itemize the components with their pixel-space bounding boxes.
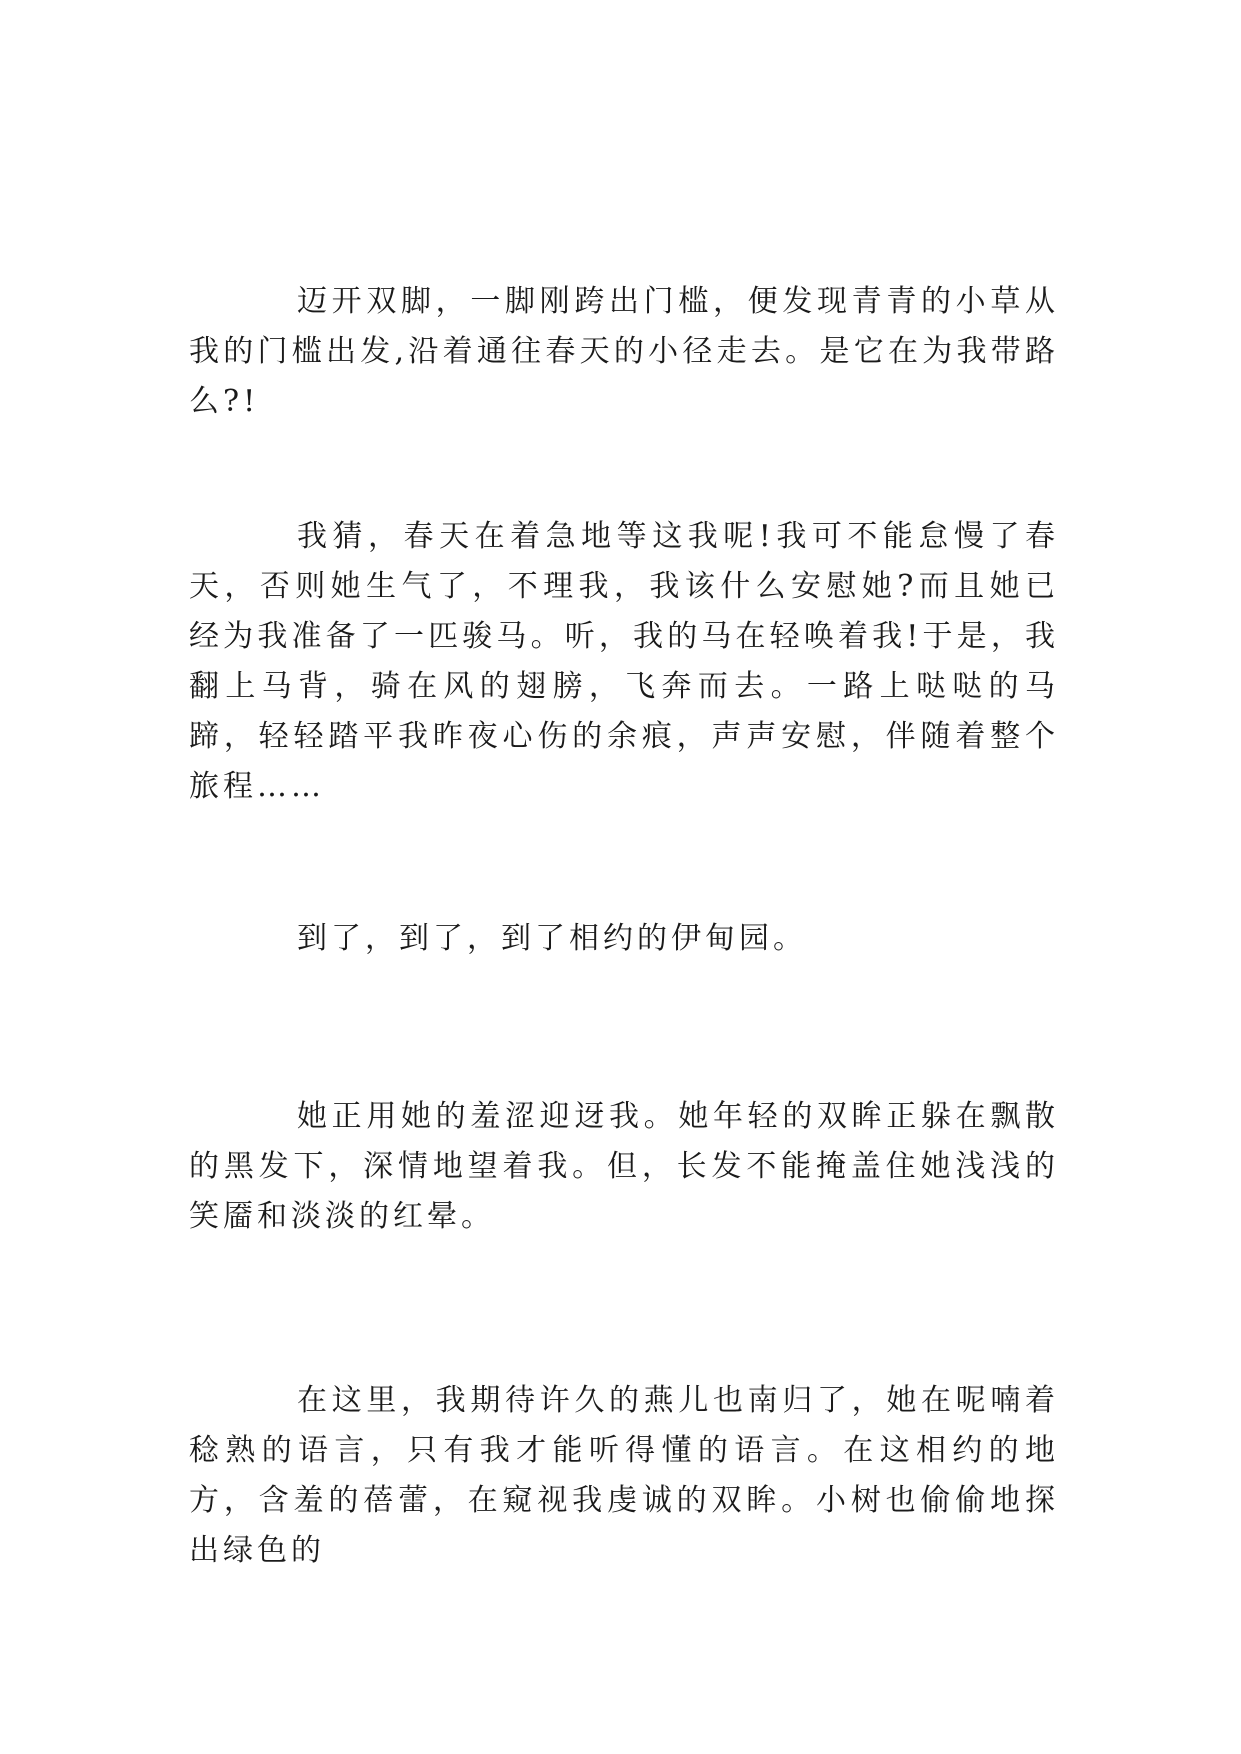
paragraph-5: 在这里，我期待许久的燕儿也南归了，她在呢喃着稔熟的语言，只有我才能听得懂的语言。在这相约的地方，含羞的蓓蕾，在窥视我虔诚的双眸。小树也偷偷地探出绿色的 [189,1383,1059,1568]
paragraph-2: 我猜，春天在着急地等这我呢!我可不能怠慢了春天，否则她生气了，不理我，我该什么安慰她?而且她已经为我准备了一匹骏马。听，我的马在轻唤着我!于是，我翻上马背，骑在风的翅膀，飞奔而去。一路上哒哒的马蹄，轻轻踏平我昨夜心伤的余痕，声声安慰，伴随着整个旅程…… [189,519,1059,804]
paragraph-3: 到了，到了，到了相约的伊甸园。 [297,921,807,956]
paragraph-4: 她正用她的羞涩迎迓我。她年轻的双眸正躲在飘散的黑发下，深情地望着我。但，长发不能掩盖住她浅浅的笑靥和淡淡的红晕。 [189,1099,1059,1234]
paragraph-1: 迈开双脚，一脚刚跨出门槛，便发现青青的小草从我的门槛出发,沿着通往春天的小径走去。是它在为我带路么?! [189,284,1059,419]
